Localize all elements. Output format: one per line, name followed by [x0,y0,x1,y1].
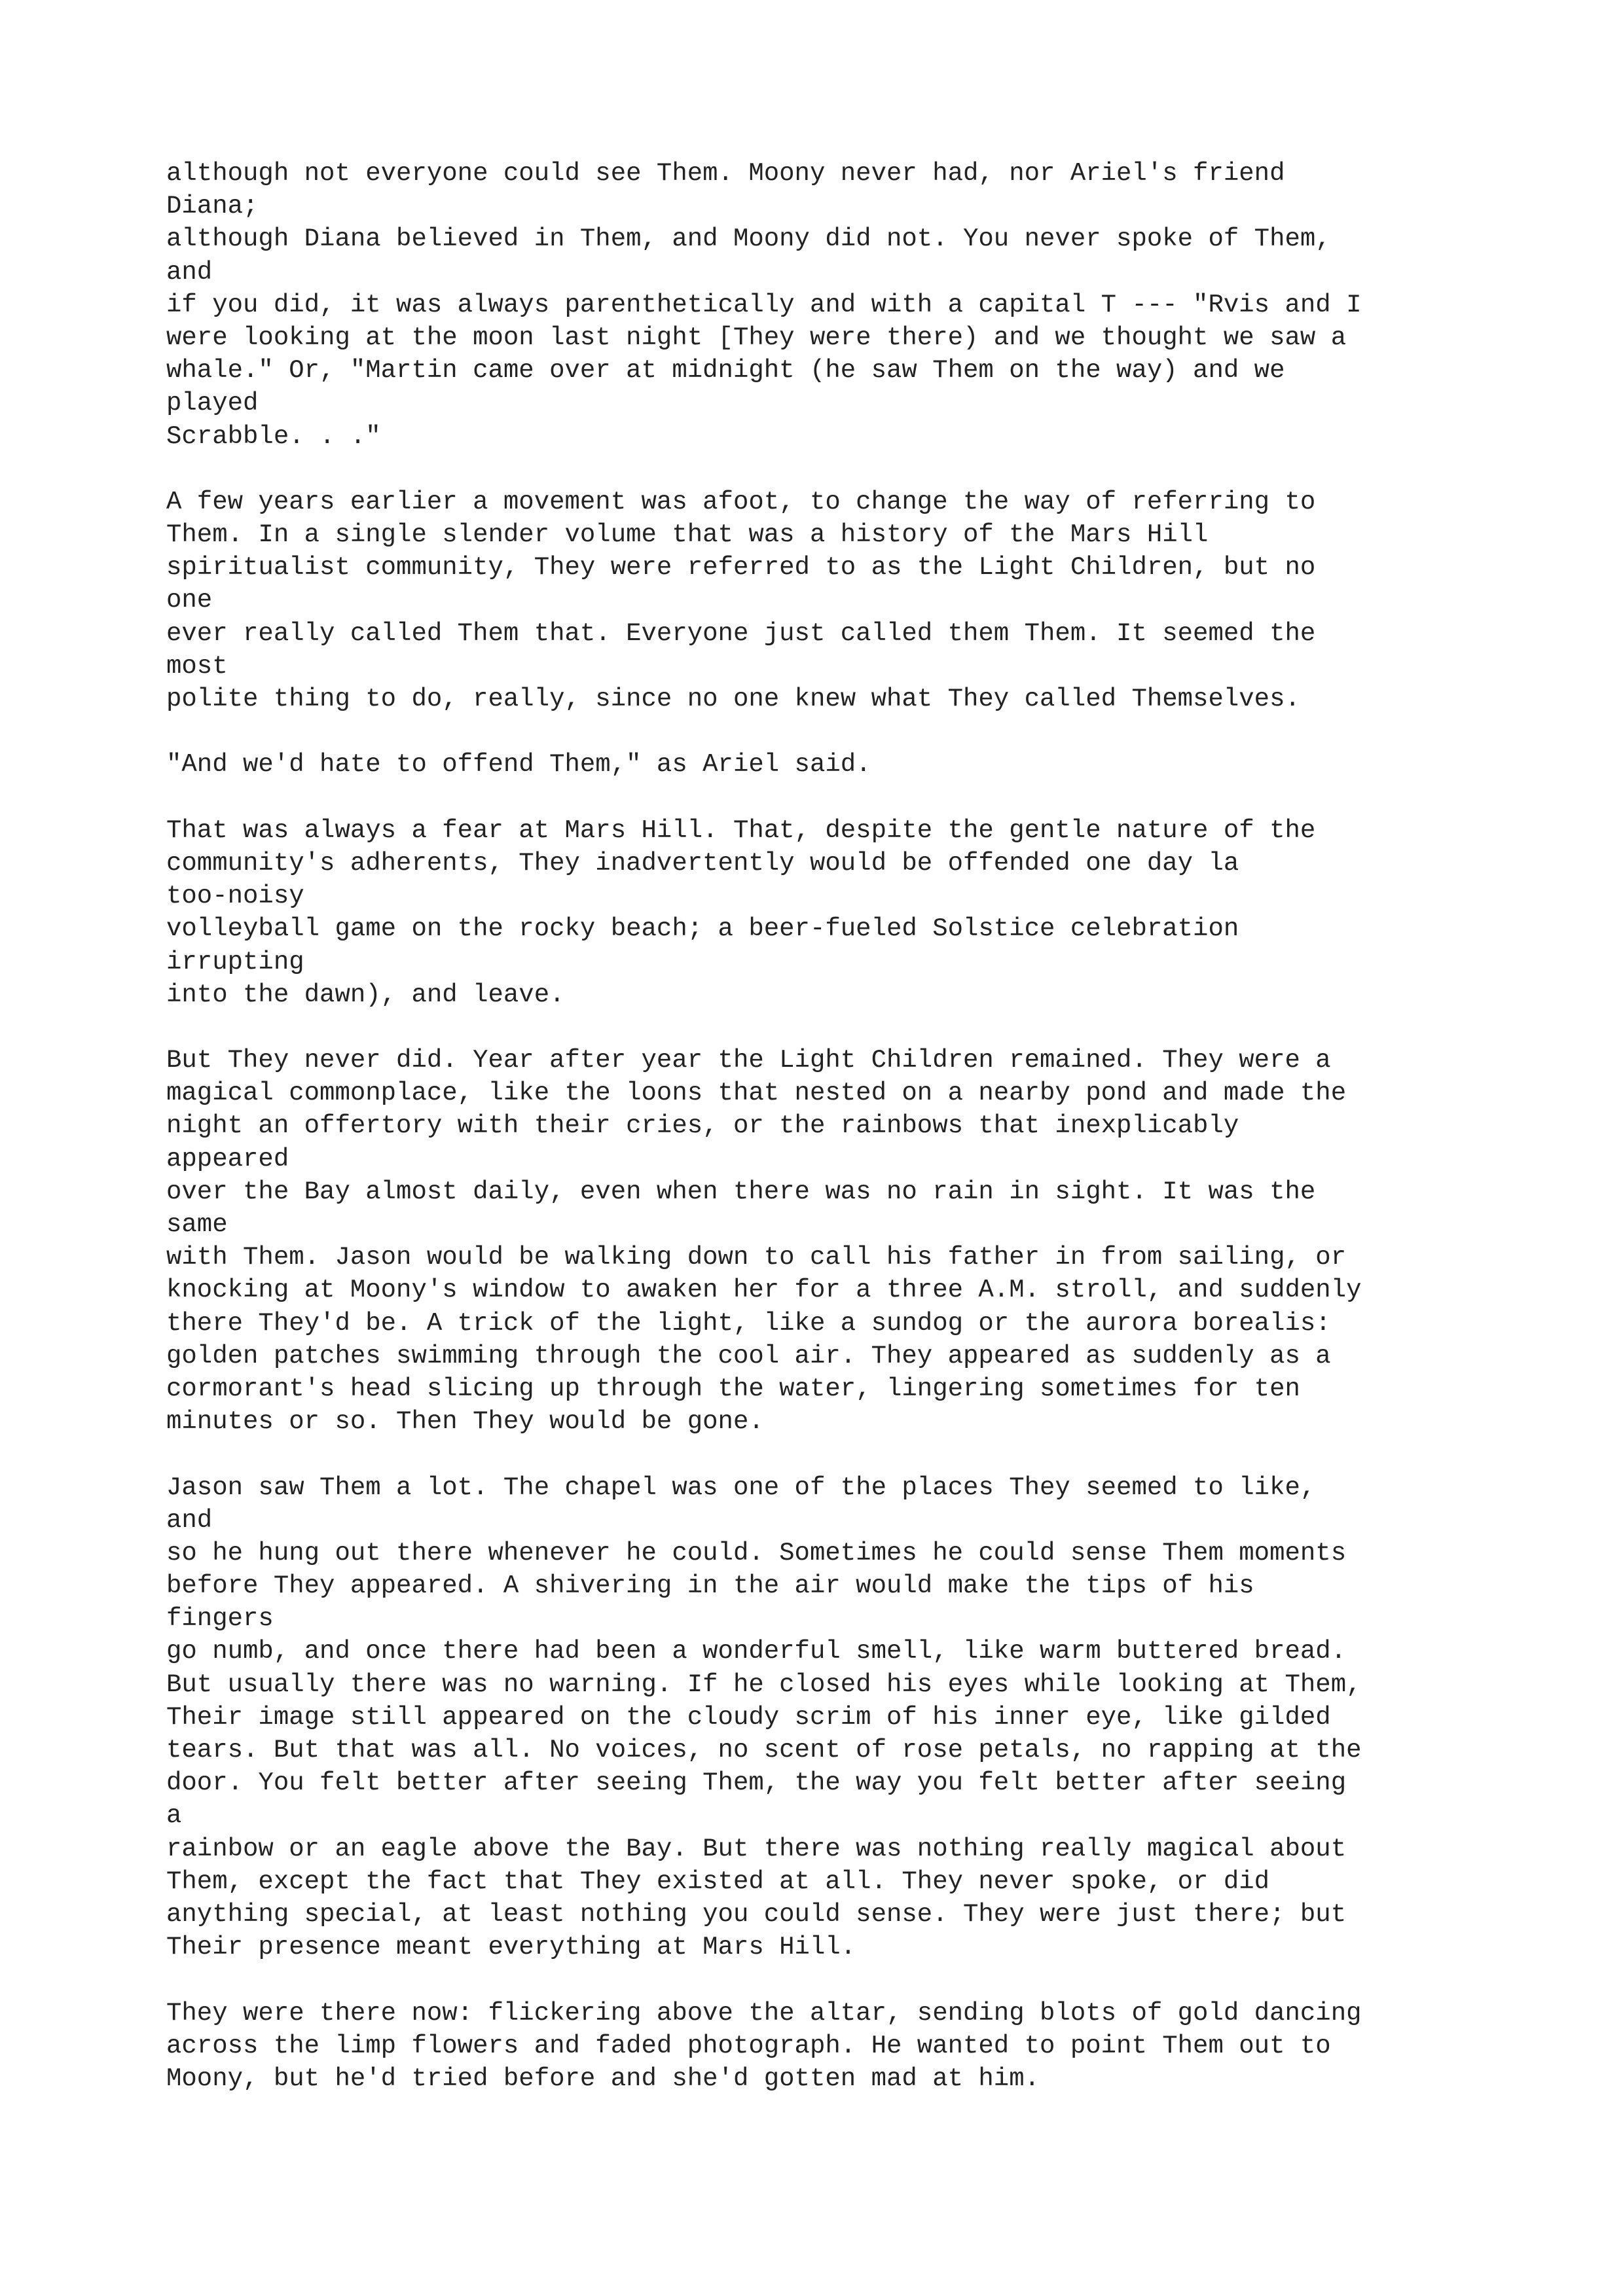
text-line: fingers [166,1604,274,1634]
text-line: one [166,586,213,615]
text-line: Diana; [166,192,259,221]
text-line: They were there now: flickering above the altar, sending blots of gold dancing [166,1998,1362,2028]
text-line: golden patches swimming through the cool air. They appeared as suddenly as a [166,1341,1331,1371]
text-line: Their image still appeared on the cloudy scrim of his inner eye, like gilded [166,1702,1331,1732]
text-line: tears. But that was all. No voices, no scent of rose petals, no rapping at the [166,1736,1362,1765]
text-line: over the Bay almost daily, even when there was no rain in sight. It was the [166,1177,1316,1206]
text-line: But They never did. Year after year the Light Children remained. They were a [166,1046,1331,1075]
text-line: whale." Or, "Martin came over at midnight (he saw Them on the way) and we [166,356,1285,386]
text-line: But usually there was no warning. If he closed his eyes while looking at Them, [166,1670,1362,1699]
text-line: Jason saw Them a lot. The chapel was one of the places They seemed to like, [166,1473,1316,1502]
text-line: go numb, and once there had been a wonderful smell, like warm buttered bread. [166,1637,1347,1666]
paragraph [166,1044,1476,1438]
text-line: A few years earlier a movement was afoot, to change the way of referring to [166,487,1316,516]
text-line: a [166,1801,182,1831]
text-line: before They appeared. A shivering in the air would make the tips of his [166,1571,1254,1601]
text-line: across the limp flowers and faded photograph. He wanted to point Them out to [166,2031,1331,2060]
text-line: "And we'd hate to offend Them," as Ariel said. [166,750,871,780]
text-line: Them, except the fact that They existed at all. They never spoke, or did [166,1867,1270,1896]
text-line: played [166,389,259,418]
paragraph [166,157,1476,453]
text-line: Them. In a single slender volume that was a history of the Mars Hill [166,520,1209,550]
text-line: although Diana believed in Them, and Moony did not. You never spoke of Them, [166,224,1331,254]
text-line: appeared [166,1144,289,1174]
text-line: night an offertory with their cries, or the rainbows that inexplicably [166,1111,1239,1141]
text-line: polite thing to do, really, since no one knew what They called Themselves. [166,685,1300,713]
text-line: rainbow or an eagle above the Bay. But there was nothing really magical about [166,1834,1347,1863]
paragraph [166,1471,1476,1964]
paragraph [166,748,1476,781]
paragraph [166,1997,1476,2096]
text-line: cormorant's head slicing up through the water, lingering sometimes for ten [166,1374,1300,1403]
text-line: and [166,1505,213,1535]
text-line: Moony, but he'd tried before and she'd gotten mad at him. [166,2064,1040,2093]
text-line: magical commonplace, like the loons that nested on a nearby pond and made the [166,1079,1347,1108]
text-line: same [166,1210,228,1239]
text-line: Scrabble. . ." [166,422,381,451]
text-line: irrupting [166,947,304,977]
text-line: and [166,257,213,287]
paragraph [166,486,1476,715]
text-line: so he hung out there whenever he could. Sometimes he could sense Them moments [166,1538,1347,1568]
text-line: were looking at the moon last night [They were there) and we thought we saw a [166,323,1347,352]
text-line: spiritualist community, They were referred to as the Light Children, but no [166,553,1316,583]
text-line: minutes or so. Then They would be gone. [166,1407,764,1437]
text-line: knocking at Moony's window to awaken her for a three A.M. stroll, and suddenly [166,1276,1362,1305]
document-body [166,157,1476,2128]
text-line: community's adherents, They inadvertently would be offended one day la [166,848,1239,878]
text-line: ever really called Them that. Everyone just called them Them. It seemed the [166,619,1316,648]
text-line: anything special, at least nothing you could sense. They were just there; but [166,1899,1347,1929]
text-line: volleyball game on the rocky beach; a beer-fueled Solstice celebration [166,914,1239,944]
paragraph [166,814,1476,1011]
text-line: with Them. Jason would be walking down to call his father in from sailing, or [166,1243,1347,1272]
text-line: That was always a fear at Mars Hill. That, despite the gentle nature of the [166,816,1316,845]
text-line: if you did, it was always parenthetically and with a capital T --- "Rvis and I [166,290,1362,319]
text-line: there They'd be. A trick of the light, like a sundog or the aurora borealis: [166,1308,1331,1338]
text-line: although not everyone could see Them. Moony never had, nor Ariel's friend [166,159,1285,188]
text-line: door. You felt better after seeing Them, the way you felt better after seeing [166,1768,1347,1798]
text-line: Their presence meant everything at Mars Hill. [166,1933,856,1962]
text-line: too-noisy [166,882,304,911]
text-line: most [166,651,228,681]
text-line: into the dawn), and leave. [166,980,565,1009]
